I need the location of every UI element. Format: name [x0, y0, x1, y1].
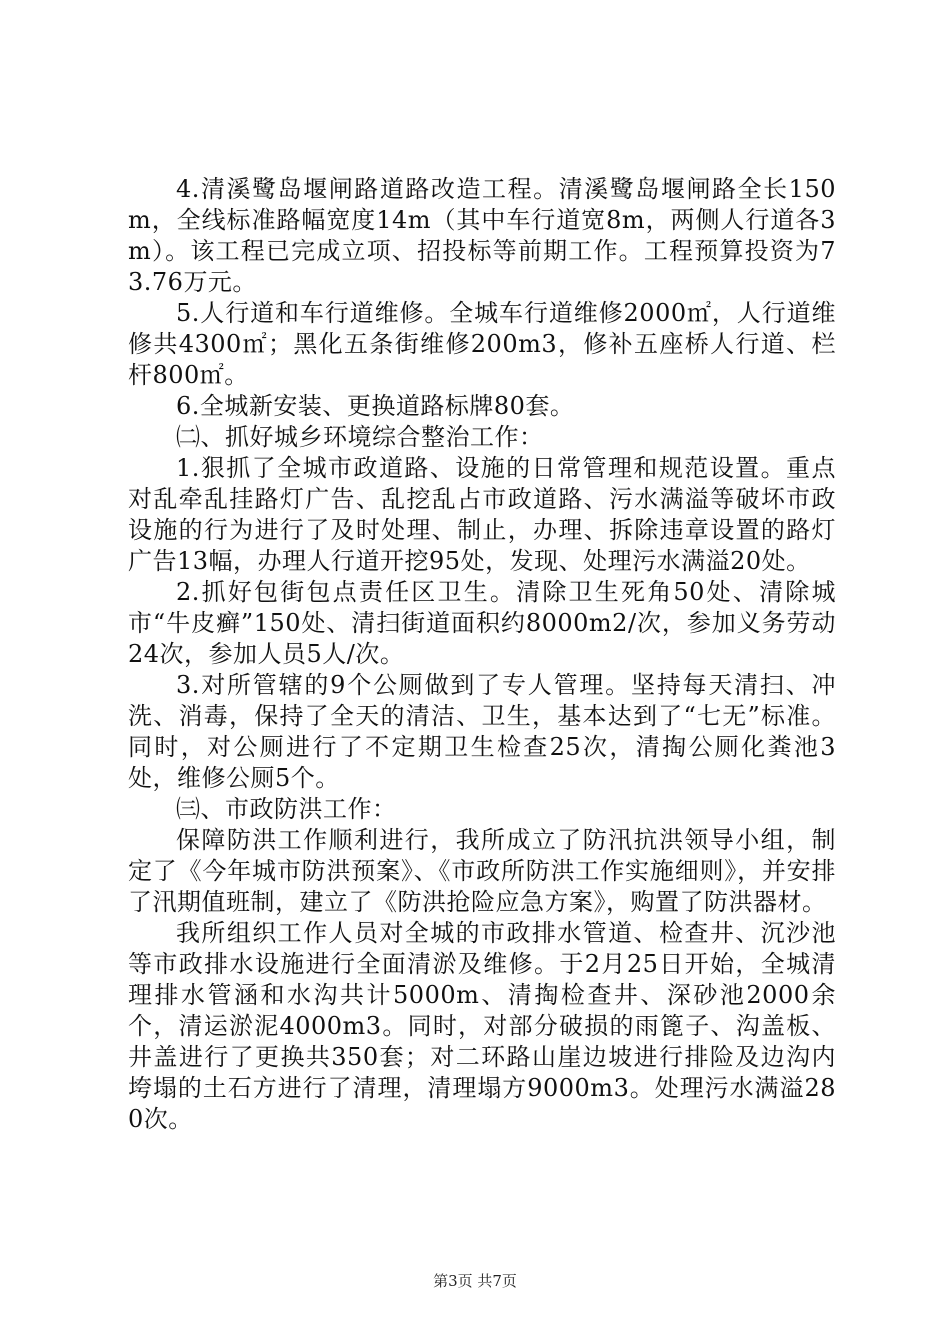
paragraph-facility-management: 1.狠抓了全城市政道路、设施的日常管理和规范设置。重点对乱牵乱挂路灯广告、乱挖乱占市政道路、污水满溢等破坏市政设施的行为进行了及时处理、制止，办理、拆除违章设置的路灯广告13幅，办理人行道开挖95处，发现、处理污水满溢20处。	[128, 454, 836, 575]
paragraph-flood-plan: 保障防洪工作顺利进行，我所成立了防汛抗洪领导小组，制定了《今年城市防洪预案》、《市政所防洪工作实施细则》，并安排了汛期值班制，建立了《防洪抢险应急方案》，购置了防洪器材。	[128, 826, 836, 916]
paragraph-road-renovation: 4.清溪鹭岛堰闸路道路改造工程。清溪鹭岛堰闸路全长150m，全线标准路幅宽度14m（其中车行道宽8m，两侧人行道各3m）。该工程已完成立项、招投标等前期工作。工程预算投资为73.76万元。	[128, 175, 836, 296]
paragraph-public-toilets: 3.对所管辖的9个公厕做到了专人管理。坚持每天清扫、冲洗、消毒，保持了全天的清洁、卫生，基本达到了“七无”标准。同时，对公厕进行了不定期卫生检查25次，清掏公厕化粪池3处，维修公厕5个。	[128, 671, 836, 792]
paragraph-road-repair: 5.人行道和车行道维修。全城车行道维修2000㎡，人行道维修共4300㎡；黑化五条街维修200m3，修补五座桥人行道、栏杆800㎡。	[128, 299, 836, 389]
paragraph-street-sanitation: 2.抓好包街包点责任区卫生。清除卫生死角50处、清除城市“牛皮癣”150处、清扫街道面积约8000m2/次，参加义务劳动24次，参加人员5人/次。	[128, 578, 836, 668]
paragraph-drainage-maintenance: 我所组织工作人员对全城的市政排水管道、检查井、沉沙池等市政排水设施进行全面清淤及维修。于2月25日开始，全城清理排水管涵和水沟共计5000m、清掏检查井、深砂池2000余个，清运淤泥4000m3。同时，对部分破损的雨篦子、沟盖板、井盖进行了更换共350套；对二环路山崖边坡进行排险及边沟内垮塌的土石方进行了清理，清理塌方9000m3。处理污水满溢280次。	[128, 919, 836, 1133]
section-heading-environment: ㈡、抓好城乡环境综合整治工作：	[176, 423, 544, 451]
section-heading-flood-control: ㈢、市政防洪工作：	[176, 795, 397, 823]
paragraph-road-signs: 6.全城新安装、更换道路标牌80套。	[176, 392, 575, 420]
page-number-footer: 第3页 共7页	[433, 1272, 517, 1290]
document-body	[128, 174, 836, 1135]
